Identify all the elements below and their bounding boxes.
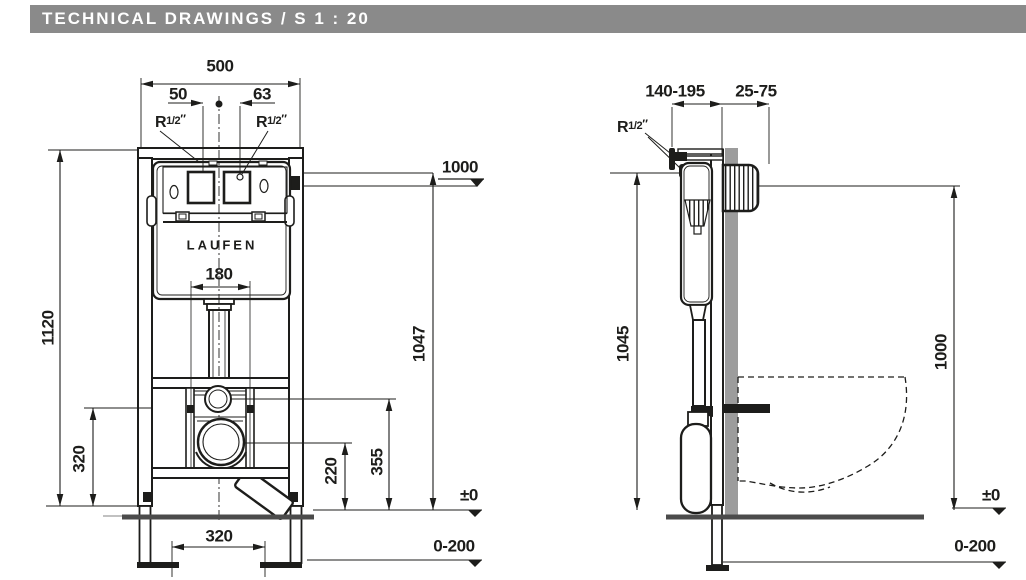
dim-adjust-range-side: 0-200 — [954, 536, 996, 556]
level-floor-label-side: ±0 — [982, 485, 1000, 505]
toilet-outline — [738, 377, 907, 492]
dim-flush-centers: 180 — [205, 264, 233, 284]
level-top-label: 1000 — [441, 157, 479, 177]
waste-bend-side — [681, 424, 711, 513]
front-left-foot — [137, 562, 179, 568]
page-header — [30, 5, 1026, 33]
dim-height-frame: 1120 — [38, 310, 58, 346]
page-title: TECHNICAL DRAWINGS / S 1 : 20 — [42, 9, 370, 28]
thread-label-right: R1/2″ — [256, 112, 286, 131]
level-floor-label-front: ±0 — [460, 485, 478, 505]
dim-depth-range: 140-195 — [645, 81, 705, 101]
dim-offset-right: 63 — [252, 84, 272, 104]
flush-bend — [723, 165, 758, 211]
wc-support — [723, 404, 770, 413]
dim-feet-span: 320 — [205, 526, 233, 546]
cistern-side — [681, 163, 712, 305]
dim-height-actuator: 1047 — [409, 325, 429, 363]
dim-height-bracket: 320 — [69, 445, 89, 473]
dim-width-total: 500 — [206, 56, 234, 76]
dim-offset-left: 50 — [168, 84, 188, 104]
front-right-foot — [260, 562, 302, 568]
dim-height-outlet: 220 — [321, 457, 341, 485]
dim-cover-range: 25-75 — [735, 81, 777, 101]
mounting-bracket — [186, 386, 254, 469]
drain-outlet — [198, 419, 244, 465]
flush-pipe-side — [681, 305, 713, 513]
dim-height-cistern: 1045 — [613, 325, 633, 363]
dim-adjust-range-front: 0-200 — [433, 536, 475, 556]
fixing-bracket — [291, 176, 300, 190]
dim-height-inlet: 355 — [367, 448, 387, 476]
side-foot — [706, 565, 729, 571]
dim-height-bend: 1000 — [931, 333, 951, 371]
thread-label-left: R1/2″ — [155, 112, 185, 131]
brand-logo: LAUFEN — [186, 237, 258, 253]
thread-label-side: R1/2″ — [617, 117, 647, 136]
